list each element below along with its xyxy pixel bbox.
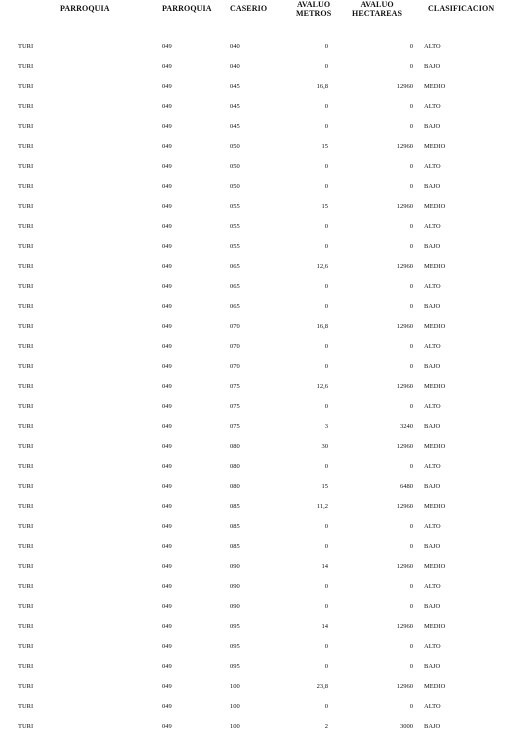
table-row bbox=[0, 623, 510, 631]
cell-parroquia: TURI bbox=[18, 403, 34, 410]
cell-avaluo-hectareas: 12960 bbox=[396, 563, 413, 570]
cell-caserio: 070 bbox=[230, 323, 240, 330]
cell-avaluo-hectareas: 0 bbox=[409, 543, 413, 550]
cell-avaluo-metros: 30 bbox=[321, 443, 328, 450]
cell-avaluo-hectareas: 0 bbox=[409, 303, 413, 310]
cell-parroquia: TURI bbox=[18, 443, 34, 450]
cell-caserio: 100 bbox=[230, 723, 240, 730]
cell-clasificacion: ALTO bbox=[424, 643, 441, 650]
cell-avaluo-metros: 23,8 bbox=[316, 683, 328, 690]
cell-parroquia-codigo: 049 bbox=[162, 123, 172, 130]
cell-avaluo-metros: 15 bbox=[321, 203, 328, 210]
cell-parroquia-codigo: 049 bbox=[162, 103, 172, 110]
cell-clasificacion: ALTO bbox=[424, 583, 441, 590]
cell-parroquia-codigo: 049 bbox=[162, 603, 172, 610]
cell-avaluo-metros: 0 bbox=[324, 463, 328, 470]
cell-caserio: 045 bbox=[230, 123, 240, 130]
cell-clasificacion: BAJO bbox=[424, 663, 441, 670]
cell-avaluo-hectareas: 12960 bbox=[396, 83, 413, 90]
cell-clasificacion: MEDIO bbox=[424, 443, 446, 450]
cell-clasificacion: BAJO bbox=[424, 603, 441, 610]
table-row bbox=[0, 383, 510, 391]
cell-parroquia: TURI bbox=[18, 223, 34, 230]
table-row bbox=[0, 603, 510, 611]
cell-caserio: 090 bbox=[230, 583, 240, 590]
table-row bbox=[0, 303, 510, 311]
cell-caserio: 090 bbox=[230, 603, 240, 610]
cell-caserio: 040 bbox=[230, 63, 240, 70]
cell-avaluo-hectareas: 0 bbox=[409, 183, 413, 190]
cell-clasificacion: ALTO bbox=[424, 283, 441, 290]
cell-parroquia-codigo: 049 bbox=[162, 163, 172, 170]
cell-parroquia-codigo: 049 bbox=[162, 263, 172, 270]
cell-avaluo-metros: 12,6 bbox=[316, 383, 328, 390]
cell-caserio: 080 bbox=[230, 443, 240, 450]
cell-caserio: 050 bbox=[230, 143, 240, 150]
cell-caserio: 075 bbox=[230, 403, 240, 410]
cell-avaluo-hectareas: 0 bbox=[409, 43, 413, 50]
cell-avaluo-hectareas: 0 bbox=[409, 463, 413, 470]
header-clasificacion: CLASIFICACION bbox=[428, 4, 495, 13]
cell-avaluo-hectareas: 12960 bbox=[396, 683, 413, 690]
cell-parroquia: TURI bbox=[18, 243, 34, 250]
cell-parroquia-codigo: 049 bbox=[162, 63, 172, 70]
cell-avaluo-hectareas: 0 bbox=[409, 523, 413, 530]
table-row bbox=[0, 143, 510, 151]
cell-caserio: 055 bbox=[230, 223, 240, 230]
cell-parroquia: TURI bbox=[18, 83, 34, 90]
cell-avaluo-metros: 0 bbox=[324, 223, 328, 230]
table-row bbox=[0, 163, 510, 171]
cell-avaluo-hectareas: 12960 bbox=[396, 143, 413, 150]
cell-avaluo-metros: 0 bbox=[324, 663, 328, 670]
cell-clasificacion: MEDIO bbox=[424, 383, 446, 390]
cell-avaluo-hectareas: 0 bbox=[409, 363, 413, 370]
cell-avaluo-metros: 0 bbox=[324, 243, 328, 250]
cell-parroquia-codigo: 049 bbox=[162, 323, 172, 330]
cell-caserio: 095 bbox=[230, 663, 240, 670]
cell-parroquia: TURI bbox=[18, 283, 34, 290]
cell-avaluo-metros: 3 bbox=[324, 423, 328, 430]
cell-parroquia-codigo: 049 bbox=[162, 403, 172, 410]
cell-parroquia: TURI bbox=[18, 463, 34, 470]
cell-clasificacion: ALTO bbox=[424, 103, 441, 110]
cell-avaluo-metros: 0 bbox=[324, 123, 328, 130]
cell-clasificacion: MEDIO bbox=[424, 683, 446, 690]
table-row bbox=[0, 703, 510, 711]
cell-parroquia: TURI bbox=[18, 523, 34, 530]
cell-parroquia-codigo: 049 bbox=[162, 503, 172, 510]
cell-parroquia: TURI bbox=[18, 703, 34, 710]
cell-clasificacion: MEDIO bbox=[424, 143, 446, 150]
cell-clasificacion: MEDIO bbox=[424, 323, 446, 330]
table-row bbox=[0, 463, 510, 471]
cell-avaluo-hectareas: 12960 bbox=[396, 203, 413, 210]
cell-clasificacion: BAJO bbox=[424, 303, 441, 310]
cell-avaluo-hectareas: 0 bbox=[409, 243, 413, 250]
cell-avaluo-metros: 0 bbox=[324, 303, 328, 310]
cell-caserio: 065 bbox=[230, 283, 240, 290]
cell-avaluo-metros: 16,8 bbox=[316, 323, 328, 330]
cell-parroquia: TURI bbox=[18, 683, 34, 690]
cell-caserio: 070 bbox=[230, 343, 240, 350]
cell-avaluo-hectareas: 12960 bbox=[396, 503, 413, 510]
cell-avaluo-hectareas: 6480 bbox=[400, 483, 413, 490]
cell-caserio: 080 bbox=[230, 483, 240, 490]
cell-clasificacion: ALTO bbox=[424, 703, 441, 710]
cell-parroquia: TURI bbox=[18, 663, 34, 670]
cell-avaluo-hectareas: 0 bbox=[409, 223, 413, 230]
cell-avaluo-metros: 12,6 bbox=[316, 263, 328, 270]
cell-clasificacion: BAJO bbox=[424, 543, 441, 550]
cell-parroquia: TURI bbox=[18, 63, 34, 70]
cell-avaluo-metros: 14 bbox=[321, 623, 328, 630]
cell-parroquia-codigo: 049 bbox=[162, 383, 172, 390]
cell-avaluo-metros: 14 bbox=[321, 563, 328, 570]
cell-avaluo-metros: 0 bbox=[324, 523, 328, 530]
cell-parroquia: TURI bbox=[18, 723, 34, 730]
cell-parroquia-codigo: 049 bbox=[162, 43, 172, 50]
cell-avaluo-metros: 16,8 bbox=[316, 83, 328, 90]
cell-parroquia-codigo: 049 bbox=[162, 423, 172, 430]
cell-caserio: 100 bbox=[230, 703, 240, 710]
table-row bbox=[0, 563, 510, 571]
cell-avaluo-metros: 0 bbox=[324, 583, 328, 590]
cell-parroquia: TURI bbox=[18, 123, 34, 130]
cell-avaluo-hectareas: 0 bbox=[409, 63, 413, 70]
cell-clasificacion: BAJO bbox=[424, 723, 441, 730]
cell-clasificacion: ALTO bbox=[424, 163, 441, 170]
cell-avaluo-metros: 0 bbox=[324, 43, 328, 50]
cell-parroquia-codigo: 049 bbox=[162, 623, 172, 630]
cell-clasificacion: ALTO bbox=[424, 523, 441, 530]
cell-avaluo-hectareas: 3240 bbox=[400, 423, 413, 430]
table-row bbox=[0, 543, 510, 551]
cell-parroquia: TURI bbox=[18, 423, 34, 430]
cell-caserio: 085 bbox=[230, 503, 240, 510]
cell-avaluo-metros: 0 bbox=[324, 103, 328, 110]
cell-avaluo-metros: 0 bbox=[324, 363, 328, 370]
cell-parroquia-codigo: 049 bbox=[162, 643, 172, 650]
cell-parroquia-codigo: 049 bbox=[162, 463, 172, 470]
cell-parroquia-codigo: 049 bbox=[162, 723, 172, 730]
cell-avaluo-metros: 0 bbox=[324, 163, 328, 170]
cell-parroquia-codigo: 049 bbox=[162, 183, 172, 190]
cell-avaluo-hectareas: 12960 bbox=[396, 383, 413, 390]
cell-parroquia-codigo: 049 bbox=[162, 363, 172, 370]
table-row bbox=[0, 323, 510, 331]
cell-avaluo-hectareas: 0 bbox=[409, 163, 413, 170]
cell-parroquia: TURI bbox=[18, 143, 34, 150]
cell-parroquia: TURI bbox=[18, 583, 34, 590]
table-row bbox=[0, 43, 510, 51]
cell-clasificacion: BAJO bbox=[424, 63, 441, 70]
cell-parroquia-codigo: 049 bbox=[162, 203, 172, 210]
cell-clasificacion: MEDIO bbox=[424, 623, 446, 630]
cell-avaluo-metros: 15 bbox=[321, 143, 328, 150]
cell-avaluo-metros: 11,2 bbox=[316, 503, 328, 510]
cell-caserio: 065 bbox=[230, 263, 240, 270]
cell-parroquia: TURI bbox=[18, 343, 34, 350]
cell-avaluo-metros: 0 bbox=[324, 643, 328, 650]
cell-parroquia: TURI bbox=[18, 103, 34, 110]
table-row bbox=[0, 683, 510, 691]
cell-caserio: 075 bbox=[230, 423, 240, 430]
cell-avaluo-metros: 0 bbox=[324, 543, 328, 550]
cell-avaluo-hectareas: 0 bbox=[409, 283, 413, 290]
cell-parroquia: TURI bbox=[18, 543, 34, 550]
cell-clasificacion: ALTO bbox=[424, 223, 441, 230]
cell-avaluo-hectareas: 3000 bbox=[400, 723, 413, 730]
cell-caserio: 045 bbox=[230, 83, 240, 90]
cell-parroquia: TURI bbox=[18, 503, 34, 510]
cell-caserio: 095 bbox=[230, 643, 240, 650]
table-row bbox=[0, 283, 510, 291]
cell-avaluo-metros: 0 bbox=[324, 403, 328, 410]
cell-avaluo-hectareas: 0 bbox=[409, 663, 413, 670]
cell-parroquia-codigo: 049 bbox=[162, 143, 172, 150]
table-row bbox=[0, 223, 510, 231]
cell-parroquia-codigo: 049 bbox=[162, 543, 172, 550]
table-row bbox=[0, 663, 510, 671]
cell-parroquia: TURI bbox=[18, 323, 34, 330]
cell-caserio: 070 bbox=[230, 363, 240, 370]
cell-parroquia-codigo: 049 bbox=[162, 483, 172, 490]
cell-parroquia-codigo: 049 bbox=[162, 223, 172, 230]
cell-caserio: 085 bbox=[230, 523, 240, 530]
cell-clasificacion: MEDIO bbox=[424, 203, 446, 210]
cell-avaluo-hectareas: 0 bbox=[409, 123, 413, 130]
cell-clasificacion: BAJO bbox=[424, 483, 441, 490]
table-row bbox=[0, 263, 510, 271]
header-avaluo-hectareas-line2: HECTAREAS bbox=[352, 9, 403, 18]
cell-clasificacion: ALTO bbox=[424, 403, 441, 410]
cell-caserio: 095 bbox=[230, 623, 240, 630]
cell-parroquia: TURI bbox=[18, 563, 34, 570]
cell-clasificacion: BAJO bbox=[424, 183, 441, 190]
cell-caserio: 080 bbox=[230, 463, 240, 470]
header-avaluo-hectareas-line1: AVALUO bbox=[360, 0, 394, 9]
table-row bbox=[0, 363, 510, 371]
cell-avaluo-hectareas: 12960 bbox=[396, 443, 413, 450]
cell-parroquia: TURI bbox=[18, 43, 34, 50]
cell-parroquia-codigo: 049 bbox=[162, 303, 172, 310]
table-row bbox=[0, 103, 510, 111]
cell-caserio: 050 bbox=[230, 183, 240, 190]
cell-avaluo-metros: 0 bbox=[324, 343, 328, 350]
table-row bbox=[0, 343, 510, 351]
header-parroquia: PARROQUIA bbox=[60, 4, 110, 13]
cell-parroquia: TURI bbox=[18, 643, 34, 650]
cell-caserio: 055 bbox=[230, 203, 240, 210]
table-row bbox=[0, 523, 510, 531]
cell-avaluo-metros: 2 bbox=[324, 723, 328, 730]
cell-avaluo-metros: 0 bbox=[324, 603, 328, 610]
cell-avaluo-hectareas: 0 bbox=[409, 703, 413, 710]
cell-avaluo-hectareas: 0 bbox=[409, 103, 413, 110]
cell-parroquia-codigo: 049 bbox=[162, 563, 172, 570]
cell-parroquia-codigo: 049 bbox=[162, 243, 172, 250]
header-parroquia-codigo: PARROQUIA bbox=[162, 4, 212, 13]
cell-parroquia-codigo: 049 bbox=[162, 83, 172, 90]
table-row bbox=[0, 503, 510, 511]
table-row bbox=[0, 83, 510, 91]
cell-clasificacion: BAJO bbox=[424, 243, 441, 250]
cell-avaluo-hectareas: 12960 bbox=[396, 263, 413, 270]
cell-caserio: 045 bbox=[230, 103, 240, 110]
cell-avaluo-metros: 15 bbox=[321, 483, 328, 490]
table-row bbox=[0, 123, 510, 131]
table-row bbox=[0, 183, 510, 191]
cell-clasificacion: ALTO bbox=[424, 463, 441, 470]
cell-parroquia: TURI bbox=[18, 603, 34, 610]
table-row bbox=[0, 203, 510, 211]
table-row bbox=[0, 403, 510, 411]
cell-avaluo-metros: 0 bbox=[324, 703, 328, 710]
cell-clasificacion: BAJO bbox=[424, 363, 441, 370]
cell-clasificacion: ALTO bbox=[424, 43, 441, 50]
cell-parroquia: TURI bbox=[18, 623, 34, 630]
cell-clasificacion: BAJO bbox=[424, 123, 441, 130]
cell-parroquia-codigo: 049 bbox=[162, 283, 172, 290]
cell-clasificacion: MEDIO bbox=[424, 83, 446, 90]
cell-avaluo-hectareas: 0 bbox=[409, 603, 413, 610]
cell-caserio: 090 bbox=[230, 563, 240, 570]
cell-avaluo-hectareas: 0 bbox=[409, 403, 413, 410]
cell-parroquia: TURI bbox=[18, 483, 34, 490]
cell-avaluo-hectareas: 0 bbox=[409, 583, 413, 590]
cell-parroquia-codigo: 049 bbox=[162, 523, 172, 530]
header-caserio: CASERIO bbox=[230, 4, 268, 13]
header-avaluo-metros-line1: AVALUO bbox=[297, 0, 331, 9]
cell-clasificacion: MEDIO bbox=[424, 263, 446, 270]
cell-parroquia-codigo: 049 bbox=[162, 703, 172, 710]
cell-parroquia: TURI bbox=[18, 383, 34, 390]
cell-parroquia-codigo: 049 bbox=[162, 443, 172, 450]
table-row bbox=[0, 483, 510, 491]
cell-parroquia: TURI bbox=[18, 163, 34, 170]
cell-avaluo-hectareas: 0 bbox=[409, 343, 413, 350]
cell-parroquia-codigo: 049 bbox=[162, 683, 172, 690]
cell-caserio: 100 bbox=[230, 683, 240, 690]
cell-avaluo-hectareas: 0 bbox=[409, 643, 413, 650]
cell-avaluo-metros: 0 bbox=[324, 283, 328, 290]
cell-avaluo-hectareas: 12960 bbox=[396, 323, 413, 330]
table-row bbox=[0, 243, 510, 251]
table-row bbox=[0, 443, 510, 451]
cell-parroquia: TURI bbox=[18, 363, 34, 370]
cell-parroquia-codigo: 049 bbox=[162, 663, 172, 670]
cell-parroquia: TURI bbox=[18, 203, 34, 210]
cell-clasificacion: BAJO bbox=[424, 423, 441, 430]
cell-parroquia-codigo: 049 bbox=[162, 583, 172, 590]
cell-avaluo-metros: 0 bbox=[324, 183, 328, 190]
table-row bbox=[0, 643, 510, 651]
cell-parroquia: TURI bbox=[18, 263, 34, 270]
cell-parroquia: TURI bbox=[18, 303, 34, 310]
cell-clasificacion: ALTO bbox=[424, 343, 441, 350]
cell-caserio: 085 bbox=[230, 543, 240, 550]
cell-clasificacion: MEDIO bbox=[424, 563, 446, 570]
cell-caserio: 040 bbox=[230, 43, 240, 50]
cell-caserio: 055 bbox=[230, 243, 240, 250]
cell-caserio: 075 bbox=[230, 383, 240, 390]
cell-avaluo-metros: 0 bbox=[324, 63, 328, 70]
cell-avaluo-hectareas: 12960 bbox=[396, 623, 413, 630]
table-row bbox=[0, 723, 510, 731]
table-row bbox=[0, 63, 510, 71]
cell-parroquia-codigo: 049 bbox=[162, 343, 172, 350]
header-avaluo-metros-line2: METROS bbox=[296, 9, 332, 18]
cell-caserio: 065 bbox=[230, 303, 240, 310]
table-row bbox=[0, 423, 510, 431]
cell-clasificacion: MEDIO bbox=[424, 503, 446, 510]
table-row bbox=[0, 583, 510, 591]
cell-caserio: 050 bbox=[230, 163, 240, 170]
cell-parroquia: TURI bbox=[18, 183, 34, 190]
